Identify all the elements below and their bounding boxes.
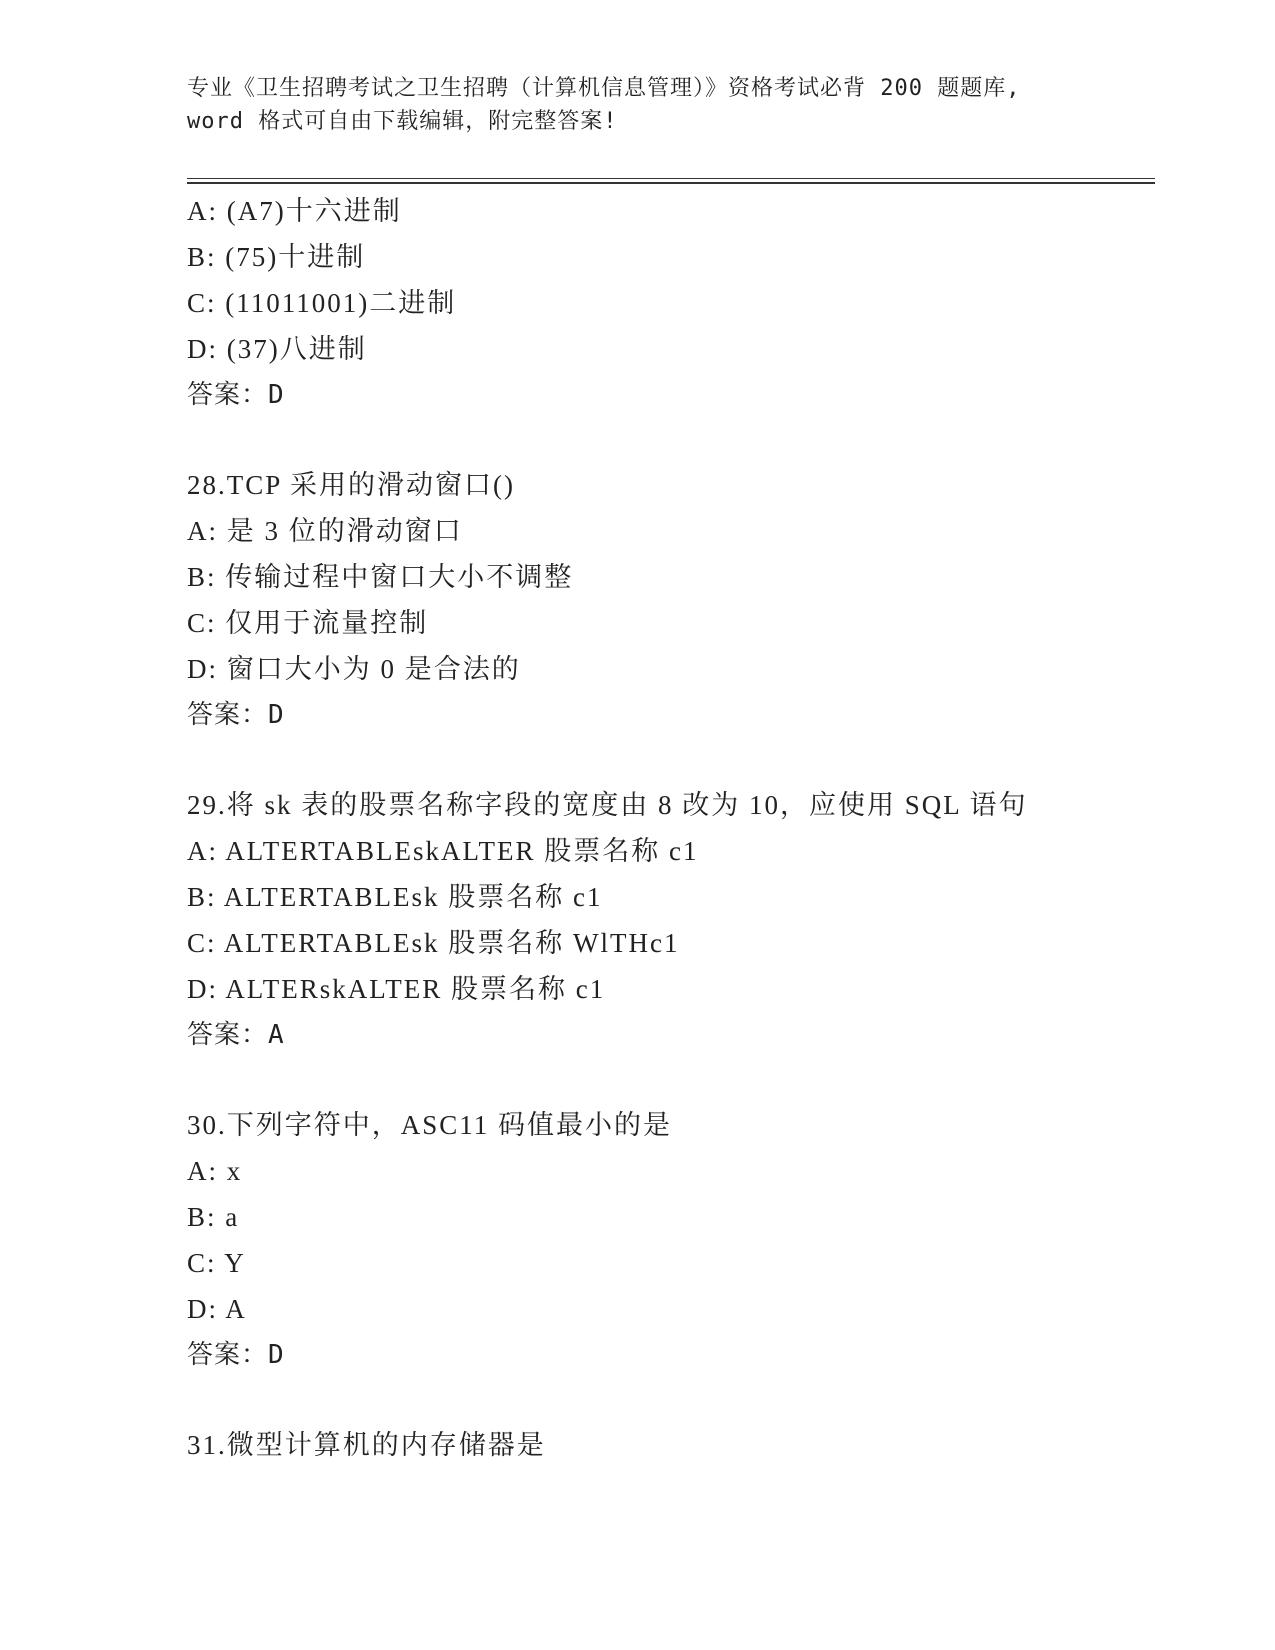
answer-line: 答案：A <box>187 1020 285 1050</box>
header-divider-thick <box>187 182 1155 184</box>
question-text: 31.微型计算机的内存储器是 <box>187 1430 546 1460</box>
option-a: A: 是 3 位的滑动窗口 <box>187 516 463 546</box>
header-line-1: 专业《卫生招聘考试之卫生招聘（计算机信息管理）》资格考试必背 200 题题库, <box>187 76 1021 101</box>
question-block-29 <box>187 782 1155 1058</box>
question-list <box>187 188 1155 1468</box>
option-c: C: 仅用于流量控制 <box>187 608 429 638</box>
header-divider-thin <box>187 178 1155 179</box>
option-d: D: 窗口大小为 0 是合法的 <box>187 654 521 684</box>
spacer <box>187 1058 1155 1102</box>
answer-line: 答案：D <box>187 1340 285 1370</box>
option-c: C: ALTERTABLEsk 股票名称 WlTHc1 <box>187 928 680 958</box>
option-d: D: ALTERskALTER 股票名称 c1 <box>187 974 606 1004</box>
option-d: D: A <box>187 1294 247 1324</box>
question-text: 30.下列字符中，ASC11 码值最小的是 <box>187 1110 673 1140</box>
option-b: B: (75)十进制 <box>187 242 366 272</box>
question-block-30 <box>187 1102 1155 1378</box>
option-a: A: x <box>187 1156 243 1186</box>
spacer <box>187 418 1155 462</box>
option-a: A: ALTERTABLEskALTER 股票名称 c1 <box>187 836 699 866</box>
option-b: B: a <box>187 1202 240 1232</box>
question-block-27 <box>187 188 1155 418</box>
spacer <box>187 1378 1155 1422</box>
question-text: 28.TCP 采用的滑动窗口() <box>187 470 515 500</box>
question-text: 29.将 sk 表的股票名称字段的宽度由 8 改为 10，应使用 SQL 语句 <box>187 790 1028 820</box>
spacer <box>187 738 1155 782</box>
header-line-2: word 格式可自由下载编辑，附完整答案! <box>187 109 618 134</box>
option-b: B: ALTERTABLEsk 股票名称 c1 <box>187 882 603 912</box>
answer-line: 答案：D <box>187 700 285 730</box>
question-block-28 <box>187 462 1155 738</box>
option-b: B: 传输过程中窗口大小不调整 <box>187 562 574 592</box>
question-block-31 <box>187 1422 1155 1468</box>
option-d: D: (37)八进制 <box>187 334 367 364</box>
option-a: A: (A7)十六进制 <box>187 196 402 226</box>
option-c: C: (11011001)二进制 <box>187 288 457 318</box>
answer-line: 答案：D <box>187 380 285 410</box>
option-c: C: Y <box>187 1248 246 1278</box>
document-header <box>187 72 1087 138</box>
